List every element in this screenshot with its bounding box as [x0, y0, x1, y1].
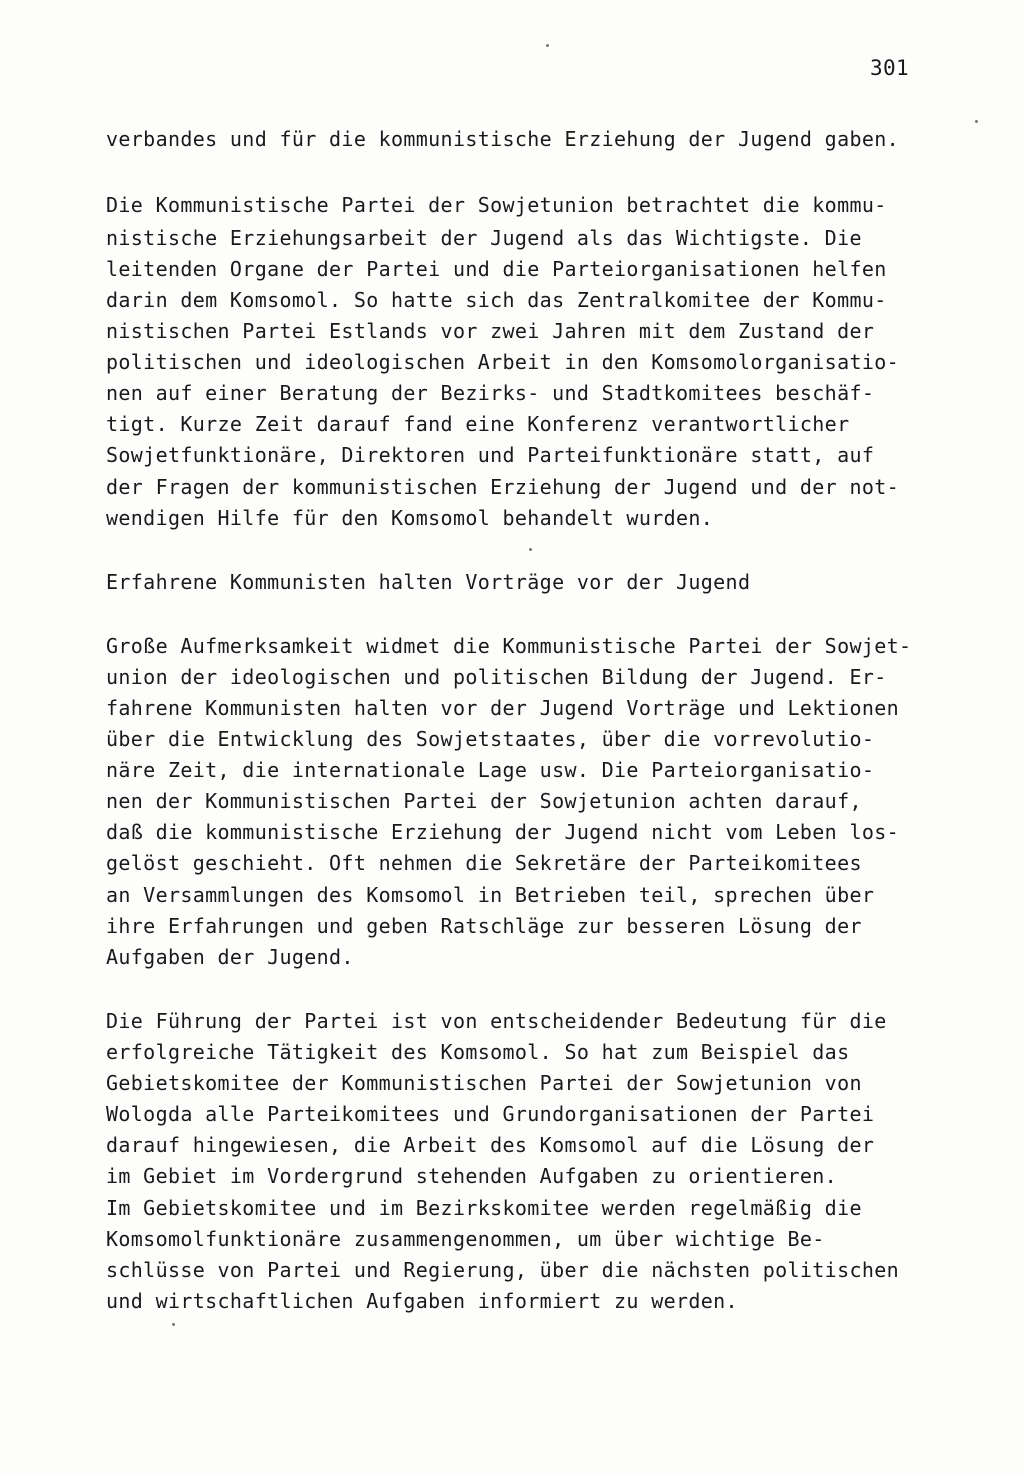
text-line: union der ideologischen und politischen Bildung der Jugend. Er- [106, 665, 887, 689]
text-line: darauf hingewiesen, die Arbeit des Komsomol auf die Lösung der [106, 1133, 875, 1157]
text-line: näre Zeit, die internationale Lage usw. Die Parteiorganisatio- [106, 758, 875, 782]
text-line: gelöst geschieht. Oft nehmen die Sekretäre der Parteikomitees [106, 851, 862, 875]
text-line: der Fragen der kommunistischen Erziehung der Jugend und der not- [106, 475, 900, 499]
text-line: an Versammlungen des Komsomol in Betrieben teil, sprechen über [106, 883, 875, 907]
text-line: und wirtschaftlichen Aufgaben informiert zu werden. [106, 1289, 738, 1313]
text-line: ihre Erfahrungen und geben Ratschläge zur besseren Lösung der [106, 914, 862, 938]
text-line: schlüsse von Partei und Regierung, über die nächsten politischen [106, 1258, 900, 1282]
text-line: Die Kommunistische Partei der Sowjetunion betrachtet die kommu- [106, 193, 887, 217]
text-line: fahrene Kommunisten halten vor der Jugend Vorträge und Lektionen [106, 696, 900, 720]
scan-speck [172, 1323, 175, 1326]
text-line: Im Gebietskomitee und im Bezirkskomitee werden regelmäßig die [106, 1196, 862, 1220]
section-heading: Erfahrene Kommunisten halten Vorträge vor der Jugend [106, 570, 751, 594]
text-line: nistische Erziehungsarbeit der Jugend als das Wichtigste. Die [106, 226, 862, 250]
text-line: über die Entwicklung des Sowjetstaates, über die vorrevolutio- [106, 727, 875, 751]
text-line: nistischen Partei Estlands vor zwei Jahren mit dem Zustand der [106, 319, 875, 343]
text-line: leitenden Organe der Partei und die Parteiorganisationen helfen [106, 257, 887, 281]
scan-speck [975, 120, 978, 123]
text-line: tigt. Kurze Zeit darauf fand eine Konferenz verantwortlicher [106, 412, 850, 436]
scan-speck [529, 548, 532, 551]
scan-speck [546, 44, 549, 47]
text-line: Gebietskomitee der Kommunistischen Partei der Sowjetunion von [106, 1071, 862, 1095]
text-line: daß die kommunistische Erziehung der Jugend nicht vom Leben los- [106, 820, 900, 844]
text-line: Wologda alle Parteikomitees und Grundorganisationen der Partei [106, 1102, 875, 1126]
text-line: nen der Kommunistischen Partei der Sowjetunion achten darauf, [106, 789, 862, 813]
text-line: darin dem Komsomol. So hatte sich das Zentralkomitee der Kommu- [106, 288, 887, 312]
text-line: Große Aufmerksamkeit widmet die Kommunistische Partei der Sowjet- [106, 634, 912, 658]
text-line: im Gebiet im Vordergrund stehenden Aufgaben zu orientieren. [106, 1164, 838, 1188]
text-line: Die Führung der Partei ist von entscheidender Bedeutung für die [106, 1009, 887, 1033]
text-line: Aufgaben der Jugend. [106, 945, 354, 969]
text-line: erfolgreiche Tätigkeit des Komsomol. So hat zum Beispiel das [106, 1040, 850, 1064]
page-number: 301 [870, 56, 909, 80]
text-line: wendigen Hilfe für den Komsomol behandelt wurden. [106, 506, 714, 530]
text-line: Sowjetfunktionäre, Direktoren und Parteifunktionäre statt, auf [106, 443, 875, 467]
text-line: Komsomolfunktionäre zusammengenommen, um über wichtige Be- [106, 1227, 825, 1251]
text-line: nen auf einer Beratung der Bezirks- und Stadtkomitees beschäf- [106, 381, 875, 405]
text-line: politischen und ideologischen Arbeit in den Komsomolorganisatio- [106, 350, 900, 374]
text-line: verbandes und für die kommunistische Erziehung der Jugend gaben. [106, 127, 900, 151]
